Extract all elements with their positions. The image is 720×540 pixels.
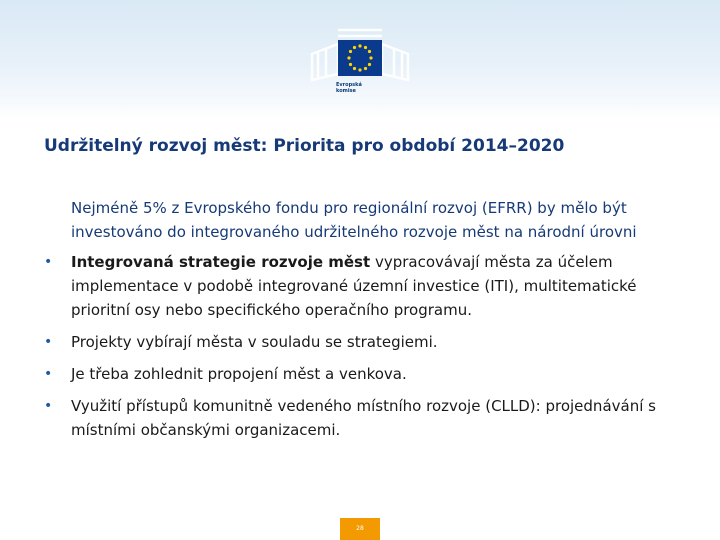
slide-content	[44, 196, 684, 450]
bullet-dot-icon: •	[44, 334, 53, 350]
european-commission-logo	[308, 14, 412, 110]
slide-title: Udržitelný rozvoj měst: Priorita pro období 2014–2020	[44, 136, 565, 156]
bullet-bold-text: Integrovaná strategie rozvoje měst	[71, 253, 371, 271]
bullet-item	[44, 362, 684, 386]
bullet-text: Projekty vybírají města v souladu se strategiemi.	[71, 333, 438, 351]
bullet-text: Využití přístupů komunitně vedeného místního rozvoje (CLLD): projednávání s místními občanskými organizacemi.	[71, 397, 656, 439]
bullet-dot-icon: •	[44, 366, 53, 382]
intro-text: Nejméně 5% z Evropského fondu pro regionální rozvoj (EFRR) by mělo být investováno do integrovaného udržitelného rozvoje měst na národní úrovni	[71, 199, 637, 241]
bullet-item	[44, 250, 684, 322]
bullet-dot-icon: •	[44, 254, 53, 270]
logo-caption-line1: Evropská	[336, 82, 362, 88]
bullet-text: Je třeba zohlednit propojení měst a venkova.	[71, 365, 407, 383]
bullet-dot-icon: •	[44, 398, 53, 414]
logo-caption-line2: komise	[336, 88, 356, 94]
bullet-item	[44, 330, 684, 354]
logo-caption	[336, 82, 376, 94]
bullet-text: vypracovávají města za účelem implementace v podobě integrované územní investice (ITI), multitematické prioritní osy nebo specifického operačního programu.	[71, 253, 637, 319]
bullet-item	[44, 394, 684, 442]
page-number-badge: 28	[340, 518, 380, 540]
